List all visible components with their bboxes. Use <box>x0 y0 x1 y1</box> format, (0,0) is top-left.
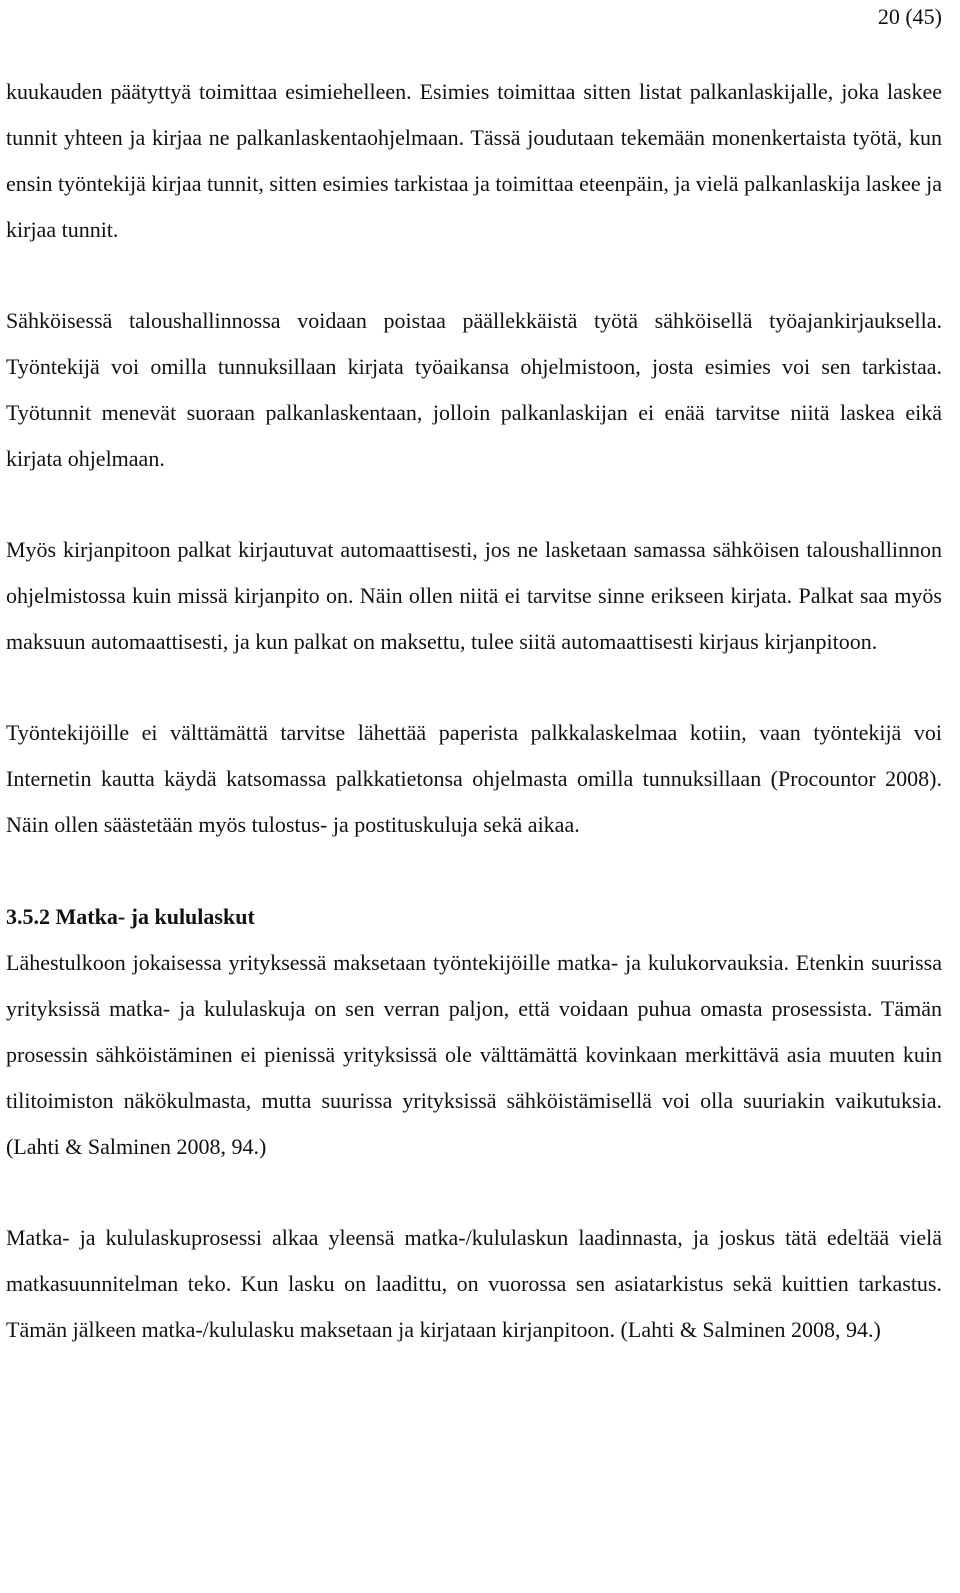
paragraph: Lähestulkoon jokaisessa yrityksessä maksetaan työntekijöille matka- ja kulukorvauksia. Etenkin suurissa yrityksissä matka- ja kululaskuja on sen verran paljon, että voidaan puhua omasta prosessista. Tämän prosessin sähköistäminen ei pienissä yrityksissä ole välttämättä kovinkaan merkittävä asia muuten kuin tilitoimiston näkökulmasta, mutta suurissa yrityksissä sähköistämisellä voi olla suuriakin vaikutuksia. (Lahti & Salminen 2008, 94.) <box>6 950 942 1159</box>
document-body <box>6 69 942 1353</box>
paragraph: kuukauden päätyttyä toimittaa esimiehelleen. Esimies toimittaa sitten listat palkanlaskijalle, joka laskee tunnit yhteen ja kirjaa ne palkanlaskentaohjelmaan. Tässä joudutaan tekemään monenkertaista työtä, kun ensin työntekijä kirjaa tunnit, sitten esimies tarkistaa ja toimittaa eteenpäin, ja vielä palkanlaskija laskee ja kirjaa tunnit. <box>6 79 942 242</box>
paragraph: Sähköisessä taloushallinnossa voidaan poistaa päällekkäistä työtä sähköisellä työajankirjauksella. Työntekijä voi omilla tunnuksillaan kirjata työaikansa ohjelmistoon, josta esimies voi sen tarkistaa. Työtunnit menevät suoraan palkanlaskentaan, jolloin palkanlaskijan ei enää tarvitse niitä laskea eikä kirjata ohjelmaan. <box>6 308 942 471</box>
paragraph: Matka- ja kululaskuprosessi alkaa yleensä matka-/kululaskun laadinnasta, ja joskus tätä edeltää vielä matkasuunnitelman teko. Kun lasku on laadittu, on vuorossa sen asiatarkistus sekä kuittien tarkastus. Tämän jälkeen matka-/kululasku maksetaan ja kirjataan kirjanpitoon. (Lahti & Salminen 2008, 94.) <box>6 1225 942 1342</box>
paragraph: Myös kirjanpitoon palkat kirjautuvat automaattisesti, jos ne lasketaan samassa sähköisen taloushallinnon ohjelmistossa kuin missä kirjanpito on. Näin ollen niitä ei tarvitse sinne erikseen kirjata. Palkat saa myös maksuun automaattisesti, ja kun palkat on maksettu, tulee siitä automaattisesti kirjaus kirjanpitoon. <box>6 537 942 654</box>
paragraph: Työntekijöille ei välttämättä tarvitse lähettää paperista palkkalaskelmaa kotiin, vaan työntekijä voi Internetin kautta käydä katsomassa palkkatietonsa ohjelmasta omilla tunnuksillaan (Procountor 2008). Näin ollen säästetään myös tulostus- ja postituskuluja sekä aikaa. <box>6 720 942 837</box>
page-number: 20 (45) <box>877 4 942 29</box>
section-heading: 3.5.2 Matka- ja kululaskut <box>6 904 255 929</box>
